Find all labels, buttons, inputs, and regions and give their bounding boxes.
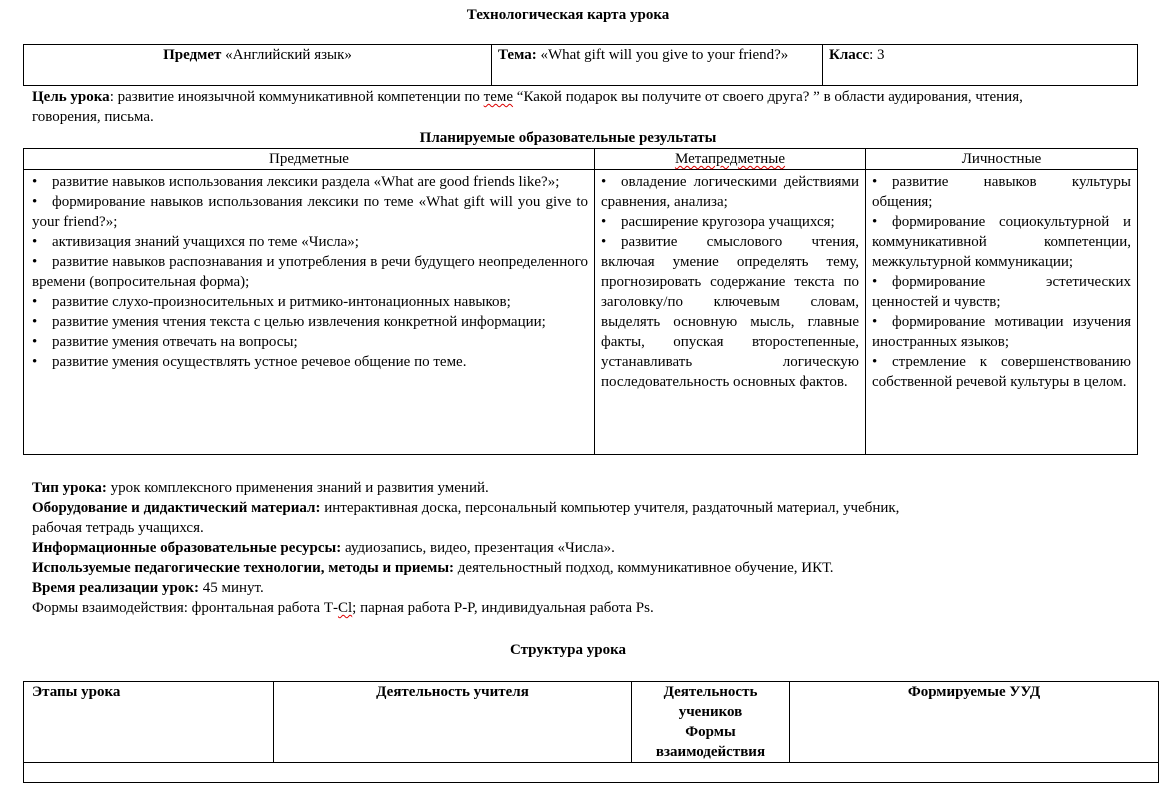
list-item: • развитие навыков использования лексики раздела «What are good friends like?»;: [32, 174, 560, 190]
structure-col-uud: Формируемые УУД: [790, 682, 1159, 763]
grade-cell: Класс: 3: [823, 45, 1138, 86]
list-item: • развитие умения чтения текста с целью извлечения конкретной информации;: [32, 314, 546, 330]
structure-col-students: Деятельность учеников Формы взаимодействия: [632, 682, 790, 763]
meta-results-cell: [595, 170, 866, 455]
subject-results-cell: [24, 170, 595, 455]
subject-cell: Предмет «Английский язык»: [24, 45, 492, 86]
list-item: • развитие умения отвечать на вопросы;: [32, 334, 298, 350]
lesson-equipment-cont: рабочая тетрадь учащихся.: [32, 520, 204, 536]
document-title: Технологическая карта урока: [466, 7, 670, 23]
results-col-meta: Метапредметные: [595, 149, 866, 170]
list-item: • овладение логическими действиями сравнения, анализа;: [601, 174, 859, 210]
lesson-time: Время реализации урок: 45 минут.: [32, 580, 264, 596]
list-item: • стремление к совершенствованию собственной речевой культуры в целом.: [872, 354, 1131, 390]
structure-empty-row: [24, 763, 1159, 783]
list-item: • развитие смыслового чтения, включая умение определять тему, прогнозировать содержание текста по заголовку/по ключевым словам, выделять основную мысль, главные факты, опуская второстепенные, устанавливать логическую последовательность основных фактов.: [601, 234, 859, 390]
lesson-header-table: [23, 44, 1138, 86]
results-table: [23, 148, 1138, 455]
list-item: • активизация знаний учащихся по теме «Числа»;: [32, 234, 359, 250]
list-item: • развитие навыков культуры общения;: [872, 174, 1131, 210]
lesson-technologies: Используемые педагогические технологии, методы и приемы: деятельностный подход, коммуникативное обучение, ИКТ.: [32, 560, 834, 576]
lesson-type: Тип урока: урок комплексного применения знаний и развития умений.: [32, 480, 489, 496]
structure-col-stages: Этапы урока: [24, 682, 274, 763]
results-heading: Планируемые образовательные результаты: [419, 130, 717, 146]
structure-heading: Структура урока: [510, 642, 626, 658]
structure-col-teacher: Деятельность учителя: [274, 682, 632, 763]
list-item: • формирование эстетических ценностей и чувств;: [872, 274, 1131, 310]
lesson-goal: Цель урока: развитие иноязычной коммуникативной компетенции по теме “Какой подарок вы получите от своего друга? ” в области аудирования, чтения, говорения, письма.: [32, 89, 1023, 125]
lesson-resources: Информационные образовательные ресурсы: аудиозапись, видео, презентация «Числа».: [32, 540, 615, 556]
list-item: • расширение кругозора учащихся;: [601, 214, 835, 230]
topic-cell: Тема: «What gift will you give to your friend?»: [492, 45, 823, 86]
list-item: • формирование мотивации изучения иностранных языков;: [872, 314, 1131, 350]
list-item: • развитие навыков распознавания и употребления в речи будущего неопределенного времени (вопросительная форма);: [32, 254, 588, 290]
lesson-equipment: Оборудование и дидактический материал: интерактивная доска, персональный компьютер учителя, раздаточный материал, учебник,: [32, 500, 900, 516]
results-col-personal: Личностные: [866, 149, 1138, 170]
lesson-info: [32, 478, 1092, 618]
results-col-subject: Предметные: [24, 149, 595, 170]
structure-table: [23, 681, 1159, 783]
list-item: • развитие умения осуществлять устное речевое общение по теме.: [32, 354, 467, 370]
list-item: • развитие слухо-произносительных и ритмико-интонационных навыков;: [32, 294, 511, 310]
lesson-forms: Формы взаимодействия: фронтальная работа Т-Cl; парная работа P-P, индивидуальная работа Ps.: [32, 600, 654, 616]
list-item: • формирование навыков использования лексики по теме «What gift will you give to your friend?»;: [32, 194, 588, 230]
list-item: • формирование социокультурной и коммуникативной компетенции, межкультурной коммуникации;: [872, 214, 1131, 270]
personal-results-cell: [866, 170, 1138, 455]
